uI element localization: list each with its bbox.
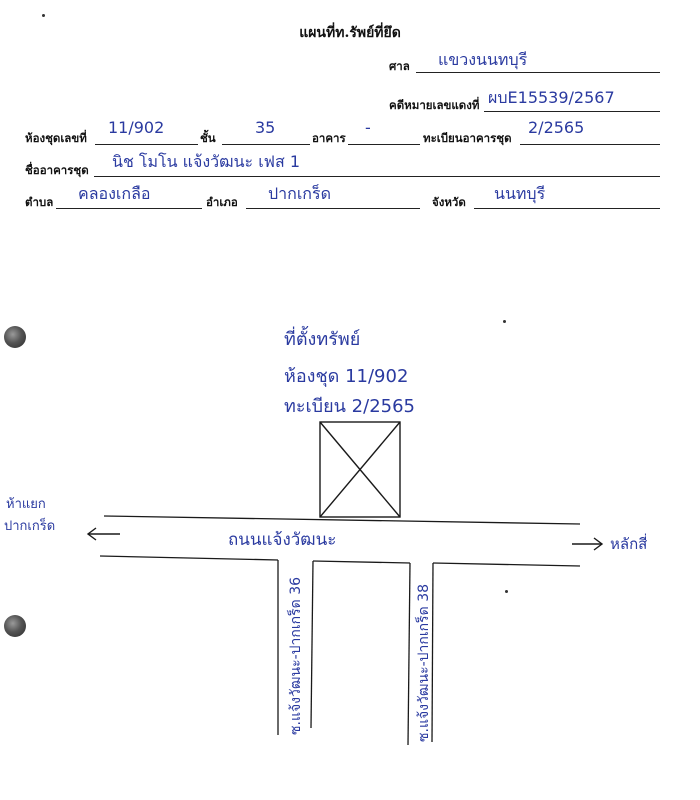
building-value: -: [365, 118, 371, 137]
soi-38-label: ซ.แจ้งวัฒนะ-ปากเกร็ด 38: [416, 583, 432, 742]
page-title: แผนที่ท.รัพย์ที่ยึด: [299, 25, 401, 41]
soi-36-right-edge: [311, 561, 313, 728]
soi-38-left-edge: [408, 563, 410, 745]
case-number-value: ผบE15539/2567: [488, 88, 615, 107]
province-label: จังหวัด: [432, 195, 466, 209]
building-label: อาคาร: [312, 131, 346, 145]
district-value: ปากเกร็ด: [268, 184, 331, 203]
floor-label: ชั้น: [200, 131, 216, 145]
registration-label: ทะเบียนอาคารชุด: [423, 131, 512, 145]
location-unit: ห้องชุด 11/902: [284, 366, 409, 387]
building-name-label: ชื่ออาคารชุด: [25, 163, 89, 177]
soi-36-label: ซ.แจ้งวัฒนะ-ปากเกร็ด 36: [288, 576, 304, 735]
left-arrow-icon: [88, 528, 120, 540]
province-value: นนทบุรี: [494, 184, 546, 203]
property-marker: [320, 422, 400, 517]
location-registration: ทะเบียน 2/2565: [284, 396, 416, 417]
case-number-label: คดีหมายเลขแดงที่: [389, 98, 480, 112]
right-arrow-icon: [572, 538, 602, 550]
soi-38-right-edge: [432, 563, 433, 742]
main-road-label: ถนนแจ้งวัฒนะ: [228, 530, 337, 550]
location-title: ที่ตั้งทรัพย์: [284, 329, 361, 350]
building-name-value: นิช โมโน แจ้งวัฒนะ เฟส 1: [112, 152, 301, 171]
floor-value: 35: [255, 118, 276, 137]
main-road-bottom-edge: [313, 561, 410, 563]
unit-number-value: 11/902: [108, 118, 165, 137]
unit-number-label: ห้องชุดเลขที่: [25, 131, 87, 145]
subdistrict-label: ตำบล: [25, 195, 54, 209]
left-destination-line2: ปากเกร็ด: [4, 519, 56, 534]
main-road-bottom-edge: [100, 556, 278, 560]
main-road-bottom-edge: [433, 563, 580, 566]
left-destination-line1: ห้าแยก: [6, 497, 46, 512]
court-value: แขวงนนทบุรี: [438, 50, 528, 69]
registration-value: 2/2565: [528, 118, 585, 137]
court-label: ศาล: [389, 59, 410, 73]
right-destination-label: หลักสี่: [610, 535, 648, 553]
subdistrict-value: คลองเกลือ: [78, 184, 151, 203]
district-label: อำเภอ: [206, 195, 238, 209]
